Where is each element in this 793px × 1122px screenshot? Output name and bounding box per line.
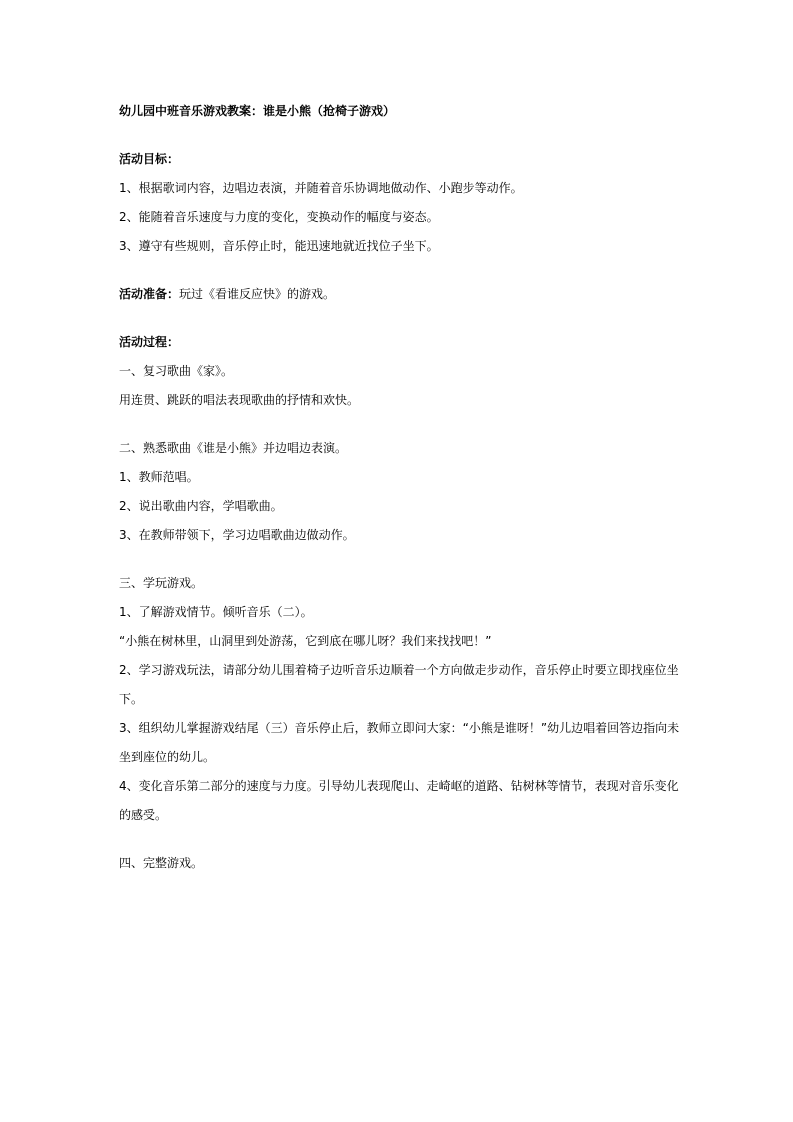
step-title: 二、熟悉歌曲《谁是小熊》并边唱边表演。	[119, 441, 348, 455]
step-title: 三、学玩游戏。	[119, 576, 204, 590]
step-line: 的感受。	[119, 808, 168, 822]
document-title: 幼儿园中班音乐游戏教案：谁是小熊（抢椅子游戏）	[119, 104, 396, 118]
step-line: 1、了解游戏情节。倾听音乐（二）。	[119, 605, 313, 619]
preparation-text: 玩过《看谁反应快》的游戏。	[179, 287, 336, 301]
step-line: 下。	[119, 692, 144, 706]
preparation-label: 活动准备：	[119, 287, 180, 301]
preparation-line	[119, 286, 335, 302]
step-line: 坐到座位的幼儿。	[119, 750, 216, 764]
process-heading: 活动过程：	[119, 335, 180, 349]
goal-item: 3、遵守有些规则，音乐停止时，能迅速地就近找位子坐下。	[119, 239, 439, 253]
step-item: 1、教师范唱。	[119, 470, 199, 484]
step-text: 用连贯、跳跃的唱法表现歌曲的抒情和欢快。	[119, 393, 360, 407]
step-title: 一、复习歌曲《家》。	[119, 364, 234, 378]
step-title: 四、完整游戏。	[119, 856, 204, 870]
step-item: 3、在教师带领下，学习边唱歌曲边做动作。	[119, 528, 355, 542]
step-line: 4、变化音乐第二部分的速度与力度。引导幼儿表现爬山、走崎岖的道路、钻树林等情节，表现对音乐变化	[119, 779, 679, 793]
goals-heading: 活动目标：	[119, 152, 180, 166]
step-line: 2、学习游戏玩法，请部分幼儿围着椅子边听音乐边顺着一个方向做走步动作，音乐停止时要立即找座位坐	[119, 663, 679, 677]
goal-item: 1、根据歌词内容，边唱边表演，并随着音乐协调地做动作、小跑步等动作。	[119, 181, 523, 195]
goal-item: 2、能随着音乐速度与力度的变化，变换动作的幅度与姿态。	[119, 210, 439, 224]
step-item: 2、说出歌曲内容，学唱歌曲。	[119, 499, 283, 513]
step-line: 3、组织幼儿掌握游戏结尾（三）音乐停止后，教师立即问大家：“小熊是谁呀！”幼儿边唱着回答边指向未	[119, 721, 680, 735]
step-line: “小熊在树林里，山洞里到处游荡，它到底在哪儿呀？我们来找找吧！”	[119, 634, 492, 648]
